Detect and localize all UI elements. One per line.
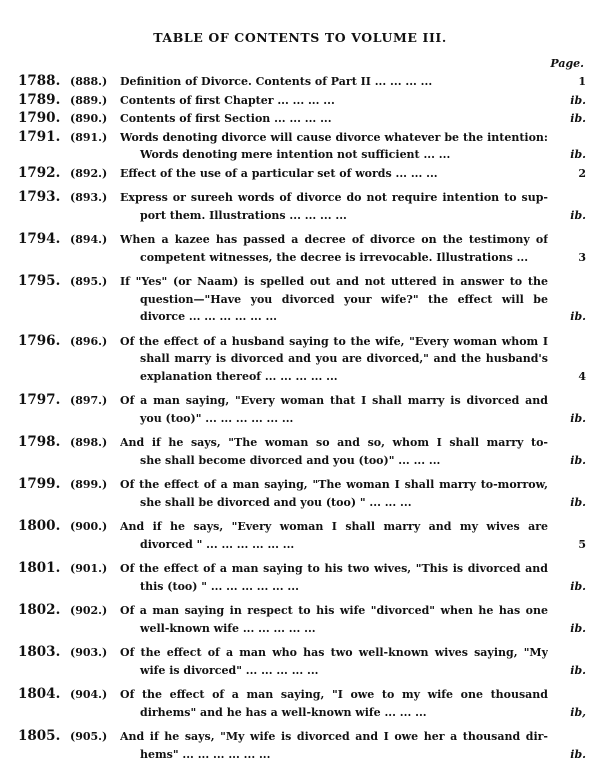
entry-text: [120, 129, 548, 164]
entry-line: divorce ... ... ... ... ... ...: [120, 308, 548, 326]
entry-sub-number: (893.): [70, 189, 116, 206]
entry-number: 1795.: [18, 272, 68, 290]
entry-number: 1802.: [18, 601, 68, 619]
entry-sub-number: (889.): [70, 92, 116, 109]
entry-number: 1801.: [18, 559, 68, 577]
entry-line: shall marry is divorced and you are divorced," and the husband's: [120, 350, 548, 368]
entry-line: And if he says, "The woman so and so, whom I shall marry to-: [120, 434, 548, 452]
toc-entry: [0, 559, 600, 594]
toc-entry: [0, 685, 600, 720]
toc-entry: [0, 433, 600, 468]
entry-page-ref: ib.: [560, 92, 586, 109]
entry-page-ref: ib,: [560, 704, 586, 721]
entry-page-ref: ib.: [560, 620, 586, 637]
entry-sub-number: (899.): [70, 476, 116, 493]
entry-text: [120, 165, 548, 183]
entry-page-ref: 5: [560, 536, 586, 553]
toc-entry: [0, 72, 600, 90]
toc-entry: [0, 475, 600, 510]
entry-line: Contents of first Section ... ... ... ...: [120, 110, 548, 128]
toc-entry: [0, 188, 600, 223]
entry-text: [120, 518, 548, 553]
entry-text: [120, 686, 548, 721]
entry-line: this (too) " ... ... ... ... ... ...: [120, 578, 548, 596]
entry-sub-number: (896.): [70, 333, 116, 350]
entry-text: [120, 602, 548, 637]
entry-number: 1794.: [18, 230, 68, 248]
entry-line: Of the effect of a man saying, "The woman I shall marry to-morrow,: [120, 476, 548, 494]
toc-entry: [0, 391, 600, 426]
entry-page-ref: ib.: [560, 452, 586, 469]
entry-number: 1791.: [18, 128, 68, 146]
entry-number: 1800.: [18, 517, 68, 535]
entry-number: 1796.: [18, 332, 68, 350]
entry-sub-number: (890.): [70, 110, 116, 127]
entry-text: [120, 92, 548, 110]
entry-line: And if he says, "Every woman I shall marry and my wives are: [120, 518, 548, 536]
entry-sub-number: (892.): [70, 165, 116, 182]
entry-line: question—"Have you divorced your wife?" the effect will be: [120, 291, 548, 309]
entry-number: 1803.: [18, 643, 68, 661]
toc-entry: [0, 109, 600, 127]
entry-sub-number: (895.): [70, 273, 116, 290]
toc-entry: [0, 128, 600, 163]
entry-line: port them. Illustrations ... ... ... ...: [120, 207, 548, 225]
entry-page-ref: ib.: [560, 494, 586, 511]
entry-sub-number: (901.): [70, 560, 116, 577]
entry-line: Words denoting divorce will cause divorce whatever be the intention:: [120, 129, 548, 147]
entry-number: 1798.: [18, 433, 68, 451]
entry-line: Definition of Divorce. Contents of Part II ... ... ... ...: [120, 73, 548, 91]
entry-page-ref: ib.: [560, 110, 586, 127]
entry-sub-number: (903.): [70, 644, 116, 661]
entry-page-ref: ib.: [560, 207, 586, 224]
entry-text: [120, 392, 548, 427]
entry-page-ref: ib.: [560, 578, 586, 595]
entry-text: [120, 189, 548, 224]
toc-entry: [0, 643, 600, 678]
entry-page-ref: ib.: [560, 746, 586, 763]
entry-number: 1790.: [18, 109, 68, 127]
page-column-header: Page.: [550, 57, 584, 70]
entry-sub-number: (902.): [70, 602, 116, 619]
entry-number: 1793.: [18, 188, 68, 206]
entry-line: competent witnesses, the decree is irrevocable. Illustrations ...: [120, 249, 548, 267]
entry-page-ref: 3: [560, 249, 586, 266]
entry-sub-number: (891.): [70, 129, 116, 146]
entry-sub-number: (904.): [70, 686, 116, 703]
entry-text: [120, 273, 548, 326]
entry-text: [120, 231, 548, 266]
entry-line: explanation thereof ... ... ... ... ...: [120, 368, 548, 386]
entry-line: When a kazee has passed a decree of divorce on the testimony of: [120, 231, 548, 249]
entry-line: she shall become divorced and you (too)" ... ... ...: [120, 452, 548, 470]
entry-text: [120, 560, 548, 595]
entry-number: 1804.: [18, 685, 68, 703]
entry-line: well-known wife ... ... ... ... ...: [120, 620, 548, 638]
toc-entry: [0, 91, 600, 109]
entry-number: 1792.: [18, 164, 68, 182]
entry-text: [120, 644, 548, 679]
entry-sub-number: (905.): [70, 728, 116, 745]
entry-line: Of the effect of a man saying, "I owe to my wife one thousand: [120, 686, 548, 704]
entry-sub-number: (894.): [70, 231, 116, 248]
toc-entry: [0, 164, 600, 182]
entry-page-ref: ib.: [560, 146, 586, 163]
entry-line: Contents of first Chapter ... ... ... ...: [120, 92, 548, 110]
page-title: TABLE OF CONTENTS TO VOLUME III.: [0, 30, 600, 45]
entry-number: 1789.: [18, 91, 68, 109]
entry-line: Of a man saying in respect to his wife "divorced" when he has one: [120, 602, 548, 620]
entry-page-ref: 4: [560, 368, 586, 385]
entry-page-ref: 1: [560, 73, 586, 90]
entry-line: you (too)" ... ... ... ... ... ...: [120, 410, 548, 428]
entry-line: Of the effect of a man saying to his two wives, "This is divorced and: [120, 560, 548, 578]
entry-text: [120, 333, 548, 386]
toc-entry: [0, 517, 600, 552]
entry-text: [120, 110, 548, 128]
entry-line: Of a man saying, "Every woman that I shall marry is divorced and: [120, 392, 548, 410]
entry-number: 1788.: [18, 72, 68, 90]
entry-page-ref: ib.: [560, 308, 586, 325]
entry-page-ref: ib.: [560, 662, 586, 679]
entry-line: divorced " ... ... ... ... ... ...: [120, 536, 548, 554]
entry-text: [120, 728, 548, 763]
toc-entry: [0, 601, 600, 636]
entry-line: dirhems" and he has a well-known wife ... ... ...: [120, 704, 548, 722]
entry-line: Effect of the use of a particular set of words ... ... ...: [120, 165, 548, 183]
entry-line: hems" ... ... ... ... ... ...: [120, 746, 548, 763]
entry-number: 1797.: [18, 391, 68, 409]
entry-sub-number: (888.): [70, 73, 116, 90]
entry-line: If "Yes" (or Naam) is spelled out and not uttered in answer to the: [120, 273, 548, 291]
toc-entry: [0, 230, 600, 265]
entry-sub-number: (897.): [70, 392, 116, 409]
entry-line: Words denoting mere intention not sufficient ... ...: [120, 146, 548, 164]
entry-sub-number: (900.): [70, 518, 116, 535]
toc-entry: [0, 727, 600, 762]
entry-number: 1805.: [18, 727, 68, 745]
entry-line: Of the effect of a man who has two well-known wives saying, "My: [120, 644, 548, 662]
entry-line: wife is divorced" ... ... ... ... ...: [120, 662, 548, 680]
entry-page-ref: 2: [560, 165, 586, 182]
entry-text: [120, 434, 548, 469]
entry-text: [120, 476, 548, 511]
entry-line: she shall be divorced and you (too) " ... ... ...: [120, 494, 548, 512]
entry-number: 1799.: [18, 475, 68, 493]
entry-line: Express or sureeh words of divorce do not require intention to sup-: [120, 189, 548, 207]
toc-entry: [0, 332, 600, 385]
entry-line: And if he says, "My wife is divorced and I owe her a thousand dir-: [120, 728, 548, 746]
entry-text: [120, 73, 548, 91]
toc-entry: [0, 272, 600, 325]
entry-line: Of the effect of a husband saying to the wife, "Every woman whom I: [120, 333, 548, 351]
entry-page-ref: ib.: [560, 410, 586, 427]
entry-sub-number: (898.): [70, 434, 116, 451]
